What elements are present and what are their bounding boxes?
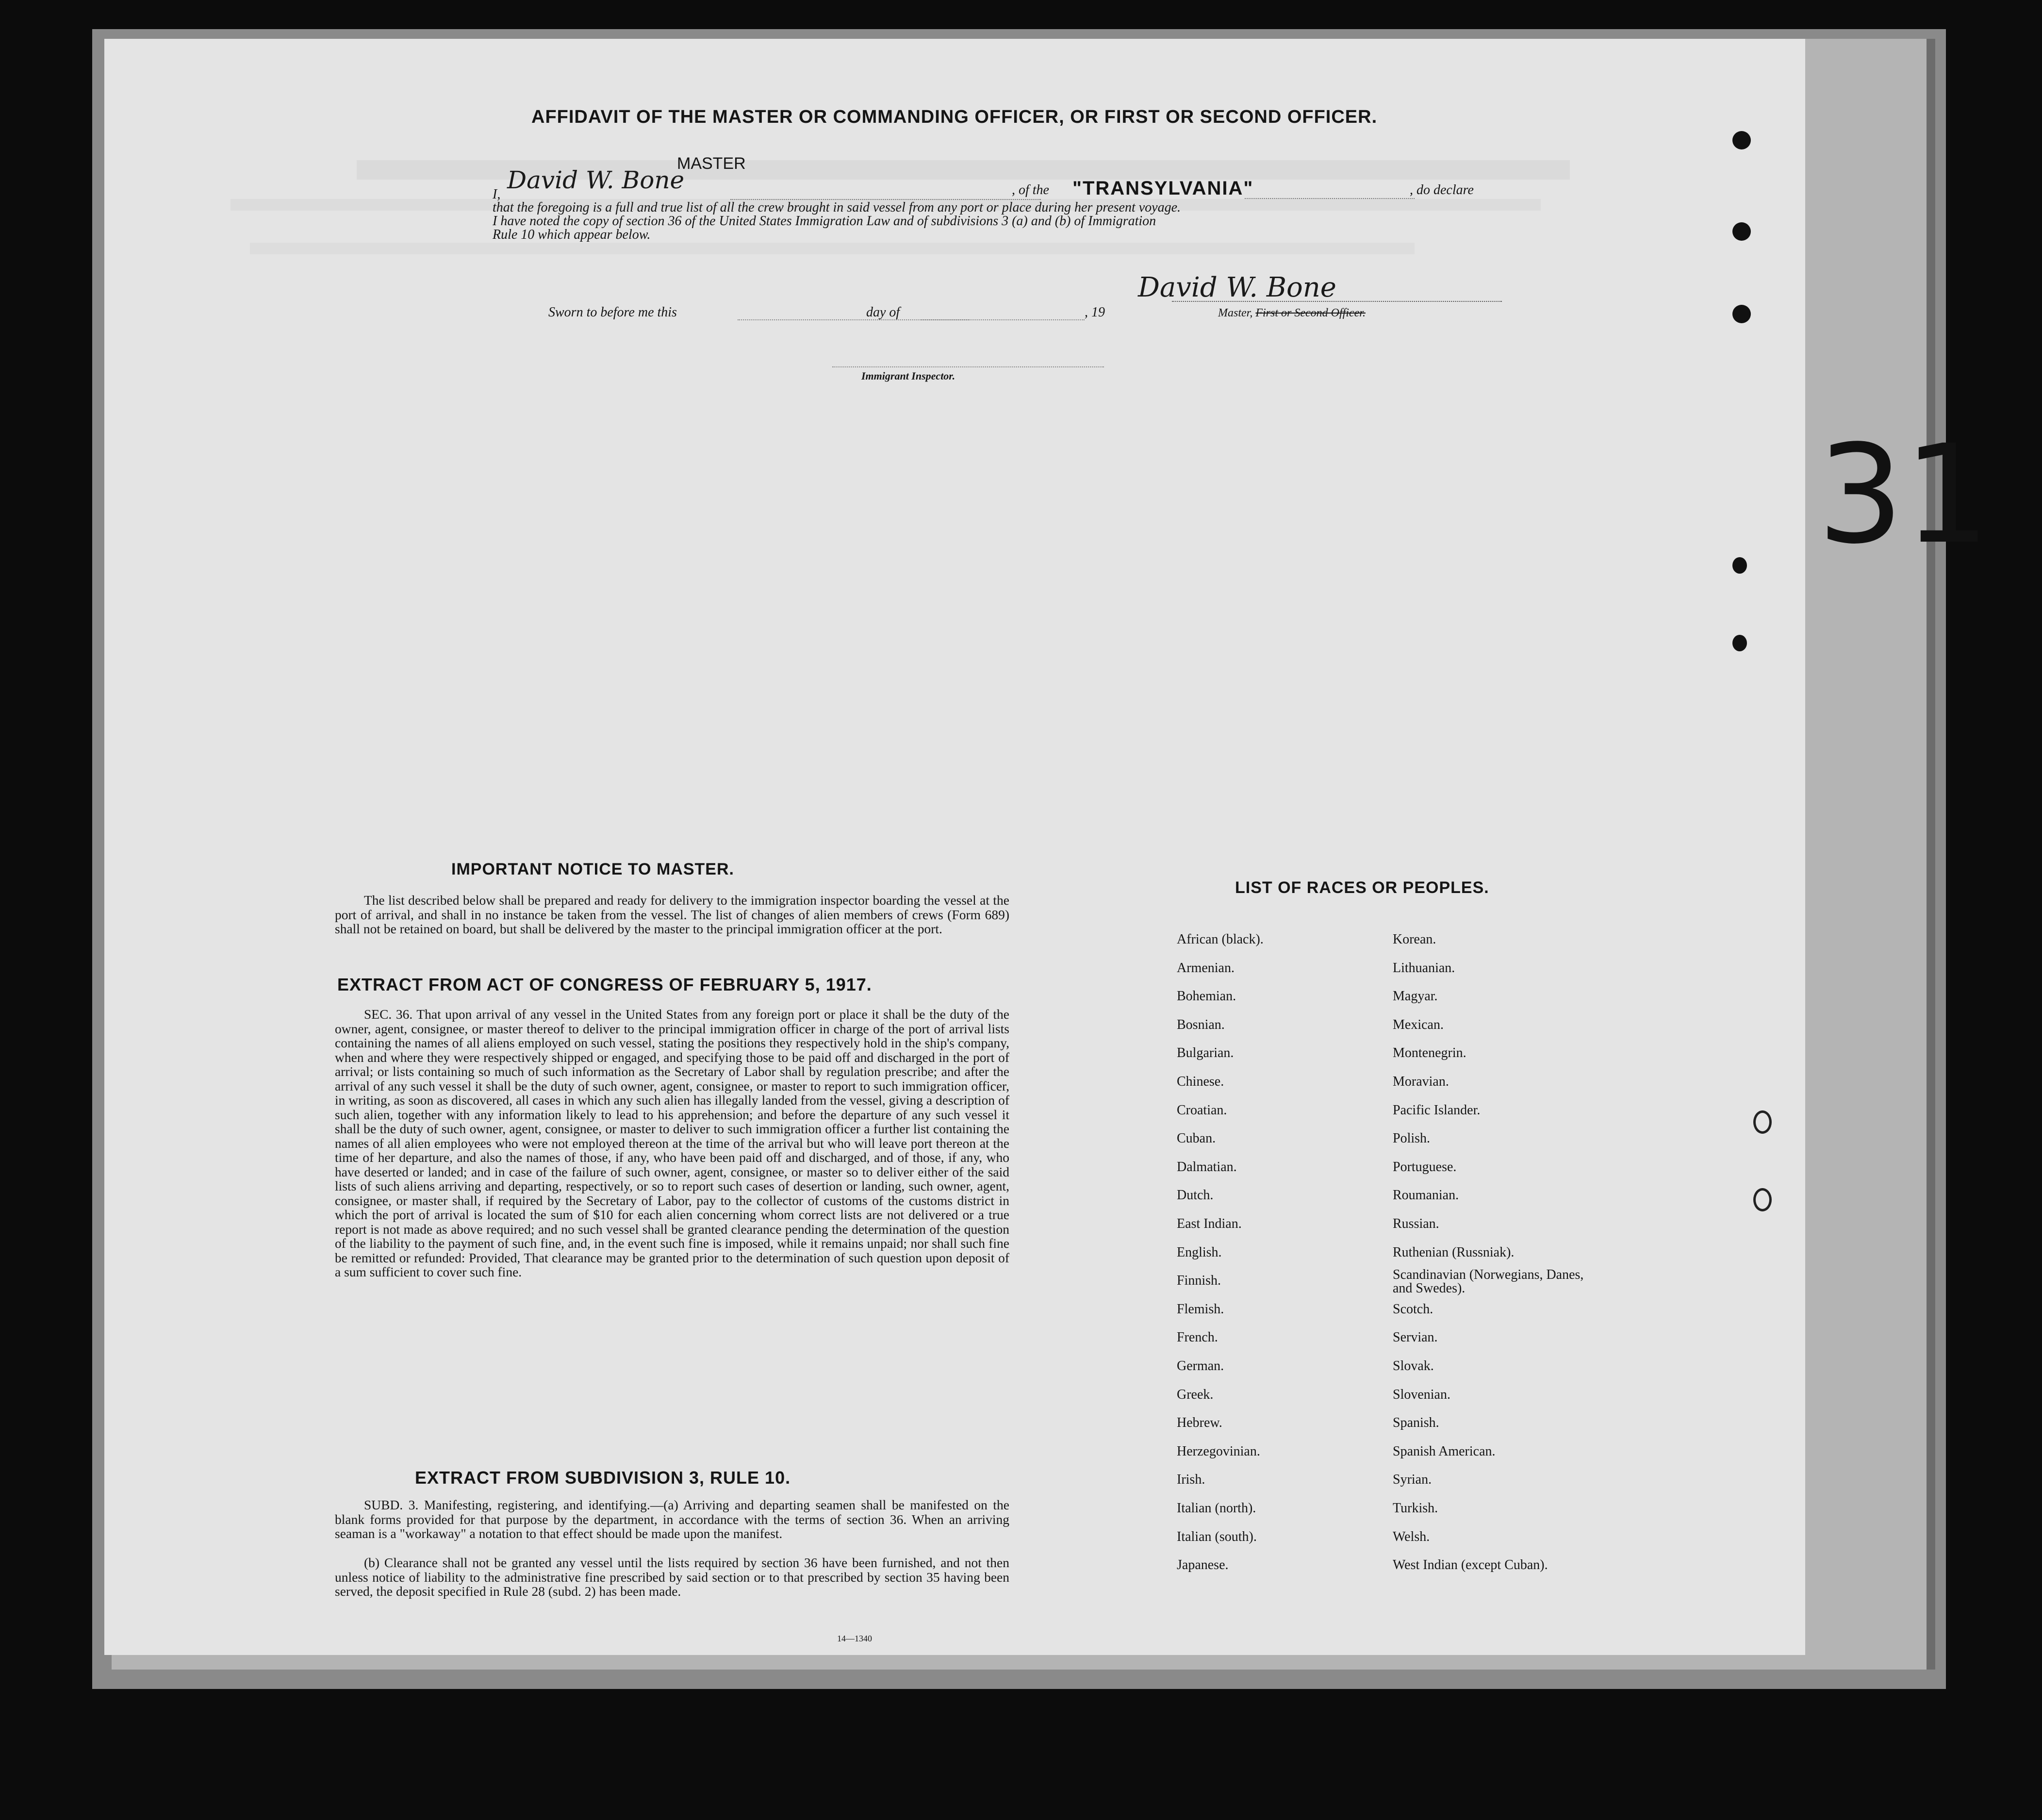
race-item: Roumanian. <box>1393 1188 1459 1203</box>
race-item: Russian. <box>1393 1216 1439 1231</box>
races-title: LIST OF RACES OR PEOPLES. <box>1235 878 1489 897</box>
punch-hole <box>1732 222 1751 241</box>
race-item: Scotch. <box>1393 1301 1433 1317</box>
act-extract-title: EXTRACT FROM ACT OF CONGRESS OF FEBRUARY 5, 1917. <box>337 975 872 994</box>
race-item: Slovenian. <box>1393 1387 1450 1402</box>
race-item: Japanese. <box>1177 1557 1229 1573</box>
notice-title: IMPORTANT NOTICE TO MASTER. <box>451 860 734 878</box>
rule-extract-text-b: (b) Clearance shall not be granted any vessel until the lists required by section 36 have been furnished, and not then unless notice of liability to the administrative fine prescribed by said section or to that prescribed by section 35 having been served, the deposit specified in Rule 28 (subd. 2) has been made. <box>335 1555 1009 1599</box>
race-item: Flemish. <box>1177 1301 1224 1317</box>
do-declare-label: , do declare <box>1410 182 1474 198</box>
inspector-label: Immigrant Inspector. <box>861 370 955 382</box>
caption-master: Master, <box>1218 307 1253 319</box>
race-item: Bosnian. <box>1177 1017 1225 1032</box>
race-item: Ruthenian (Russniak). <box>1393 1244 1515 1260</box>
race-item: Cuban. <box>1177 1131 1216 1146</box>
race-item: Servian. <box>1393 1330 1438 1345</box>
blank-line <box>1245 198 1415 199</box>
race-item: Armenian. <box>1177 960 1235 976</box>
race-item: Bohemian. <box>1177 989 1236 1004</box>
sheet-number-annotation: 31 <box>1817 416 1991 574</box>
notice-text: The list described below shall be prepared and ready for delivery to the immigration inspector boarding the vessel at the port of arrival, and shall in no instance be taken from the vessel. The list of changes of alien members of crews (Form 689) shall not be retained on board, but shall be delivered by the master to the principal immigration officer at the port. <box>335 893 1009 936</box>
rule-extract-title: EXTRACT FROM SUBDIVISION 3, RULE 10. <box>415 1468 791 1488</box>
form-number: 14—1340 <box>837 1634 872 1643</box>
rank-label: MASTER <box>677 154 746 173</box>
race-item: Bulgarian. <box>1177 1045 1234 1061</box>
race-item: Hebrew. <box>1177 1415 1222 1431</box>
day-of-label: day of <box>866 305 900 320</box>
race-item: Lithuanian. <box>1393 960 1455 976</box>
affidavit-line-3: I have noted the copy of section 36 of the United States Immigration Law and of subdivisions 3 (a) and (b) of Immigration <box>493 214 1156 229</box>
inline-signature: David W. Bone <box>507 166 685 194</box>
race-item: Dalmatian. <box>1177 1159 1237 1175</box>
race-item: Magyar. <box>1393 989 1438 1004</box>
race-item: East Indian. <box>1177 1216 1242 1231</box>
race-item: Korean. <box>1393 932 1436 947</box>
race-item: Dutch. <box>1177 1188 1214 1203</box>
blank-line <box>920 319 1085 320</box>
affidavit-line-4: Rule 10 which appear below. <box>493 227 651 242</box>
race-item: Polish. <box>1393 1131 1431 1146</box>
race-item: Spanish American. <box>1393 1443 1496 1459</box>
race-item: Croatian. <box>1177 1102 1227 1118</box>
punch-hole <box>1732 557 1747 574</box>
race-item: Moravian. <box>1393 1074 1449 1089</box>
race-item: Irish. <box>1177 1472 1205 1488</box>
race-item: English. <box>1177 1244 1222 1260</box>
race-item: Herzegovinian. <box>1177 1443 1260 1459</box>
grommet-ring <box>1753 1110 1772 1134</box>
grommet-ring <box>1753 1188 1772 1211</box>
sworn-label: Sworn to before me this <box>548 305 677 320</box>
race-item: Syrian. <box>1393 1472 1432 1488</box>
manifest-page <box>104 39 1991 1655</box>
affidavit-line-2: that the foregoing is a full and true list of all the crew brought in said vessel from any port or place during her present voyage. <box>493 200 1181 215</box>
caption-struck-officer: First or Second Officer. <box>1255 307 1366 319</box>
punch-hole <box>1732 131 1751 149</box>
race-item: Mexican. <box>1393 1017 1444 1032</box>
punch-hole <box>1732 305 1751 323</box>
affidavit-i: I, <box>493 187 501 202</box>
punch-hole <box>1732 635 1747 651</box>
race-item: German. <box>1177 1358 1224 1373</box>
race-item: Chinese. <box>1177 1074 1224 1089</box>
signature-caption <box>1218 307 1366 320</box>
inspector-line <box>832 366 1104 367</box>
year-label: , 19 <box>1085 305 1105 320</box>
race-item: Scandinavian (Norwegians, Danes, and Swedes). <box>1393 1267 1584 1296</box>
affidavit-title: AFFIDAVIT OF THE MASTER OR COMMANDING OFFICER, OR FIRST OR SECOND OFFICER. <box>531 107 1378 127</box>
race-item: Welsh. <box>1393 1529 1430 1544</box>
race-item: Portuguese. <box>1393 1159 1457 1175</box>
vessel-name: "TRANSYLVANIA" <box>1072 178 1254 199</box>
race-item: Spanish. <box>1393 1415 1439 1431</box>
race-item: Italian (south). <box>1177 1529 1257 1544</box>
race-item: Montenegrin. <box>1393 1045 1466 1061</box>
master-signature: David W. Bone <box>1138 272 1336 303</box>
race-item: Turkish. <box>1393 1501 1438 1516</box>
race-item: African (black). <box>1177 932 1264 947</box>
race-item: Greek. <box>1177 1387 1214 1402</box>
race-item: Finnish. <box>1177 1273 1221 1289</box>
race-item: French. <box>1177 1330 1218 1345</box>
rule-extract-text-a: SUBD. 3. Manifesting, registering, and identifying.—(a) Arriving and departing seamen shall be manifested on the blank forms provided for that purpose by the department, in accordance with the terms of section 36. When an arriving seaman is a "workaway" a notation to that effect should be made upon the manifest. <box>335 1497 1009 1541</box>
of-the-label: , of the <box>1012 182 1049 198</box>
race-item: Pacific Islander. <box>1393 1102 1481 1118</box>
race-item: West Indian (except Cuban). <box>1393 1557 1548 1573</box>
race-item: Italian (north). <box>1177 1501 1256 1516</box>
act-extract-text: SEC. 36. That upon arrival of any vessel in the United States from any foreign port or place it shall be the duty of the owner, agent, consignee, or master thereof to deliver to the principal immigration officer in charge of the port of arrival lists containing the names of all aliens employed on such vessel, stating the positions they respectively hold in the ship's company, when and where they were respectively shipped or engaged, and specifying those to be paid off and discharged in the port of arrival; or lists containing so much of such information as the Secretary of Labor shall by regulation prescribe; and after the arrival of any such vessel it shall be the duty of such owner, agent, consignee, or master to report to such immigration officer, in writing, as soon as discovered, all cases in which any such alien has illegally landed from the vessel, giving a description of such alien, together with any information likely to lead to his apprehension; and before the departure of any such vessel it shall be the duty of such owner, agent, consignee, or master to deliver to such immigration officer a further list containing the names of all alien employees who were not employed thereon at the time of the arrival but who will leave port thereon at the time of her departure, and also the names of those, if any, who have been paid off and discharged, and of those, if any, who have deserted or landed; and in case of the failure of such owner, agent, consignee, or master so to deliver either of the said lists of such aliens arriving and departing, respectively, or so to report such cases of desertion or landing, such owner, agent, consignee, or master shall, if required by the Secretary of Labor, pay to the collector of customs of the customs district in which the port of arrival is located the sum of $10 for each alien concerning whom correct lists are not delivered or a true report is not made as above required; and no such vessel shall be granted clearance pending the determination of the question of the liability to the payment of such fine, and, in the event such fine is imposed, while it remains unpaid; nor shall such fine be remitted or refunded: Provided, That clearance may be granted prior to the determination of such question upon deposit of a sum sufficient to cover such fine. <box>335 1007 1009 1279</box>
race-item: Slovak. <box>1393 1358 1434 1373</box>
signature-line <box>1172 301 1502 302</box>
